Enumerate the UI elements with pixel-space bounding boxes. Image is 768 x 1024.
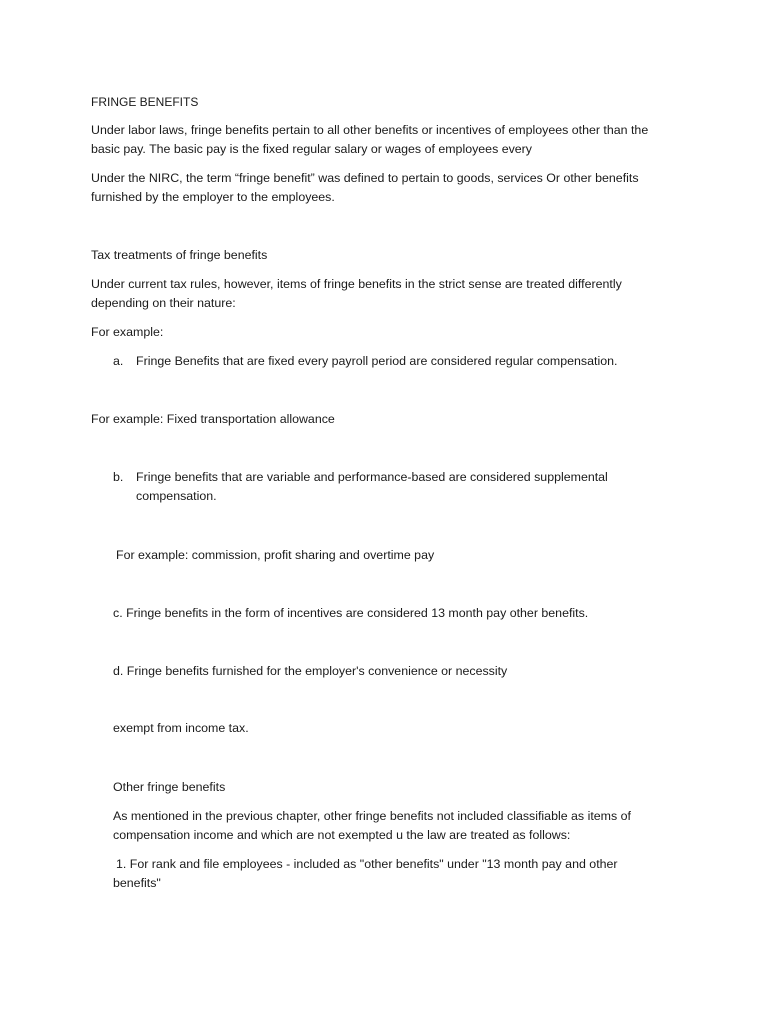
other-fringe-benefits-heading: Other fringe benefits bbox=[113, 780, 226, 794]
document-title: FRINGE BENEFITS bbox=[91, 95, 199, 109]
intro-paragraph-line: Under labor laws, fringe benefits pertain to all other benefits or incentives of employees other than the bbox=[91, 123, 649, 137]
numbered-item-1-line: 1. For rank and file employees - included as "other benefits" under "13 month pay and other bbox=[116, 857, 618, 871]
list-item-b-line: compensation. bbox=[136, 489, 217, 503]
tax-treatments-heading: Tax treatments of fringe benefits bbox=[91, 248, 268, 262]
list-item-c: c. Fringe benefits in the form of incentives are considered 13 month pay other benefits. bbox=[113, 606, 589, 620]
exempt-text: exempt from income tax. bbox=[113, 721, 249, 735]
numbered-item-1-line: benefits" bbox=[113, 876, 161, 890]
list-item-a: Fringe Benefits that are fixed every payroll period are considered regular compensation. bbox=[136, 354, 618, 368]
tax-paragraph-line: Under current tax rules, however, items of fringe benefits in the strict sense are treated differently bbox=[91, 277, 622, 291]
tax-paragraph-line: depending on their nature: bbox=[91, 296, 236, 310]
for-example-label: For example: bbox=[91, 325, 164, 339]
nirc-paragraph-line: furnished by the employer to the employees. bbox=[91, 190, 335, 204]
list-item-d: d. Fringe benefits furnished for the employer's convenience or necessity bbox=[113, 664, 508, 678]
list-item-b-line: Fringe benefits that are variable and performance-based are considered supplemental bbox=[136, 470, 608, 484]
list-marker-b: b. bbox=[113, 470, 124, 484]
example-a: For example: Fixed transportation allowance bbox=[91, 412, 335, 426]
other-paragraph-line: As mentioned in the previous chapter, other fringe benefits not included classifiable as items of bbox=[113, 809, 631, 823]
other-paragraph-line: compensation income and which are not exempted u the law are treated as follows: bbox=[113, 828, 571, 842]
example-b: For example: commission, profit sharing and overtime pay bbox=[116, 548, 435, 562]
list-marker-a: a. bbox=[113, 354, 124, 368]
intro-paragraph-line: basic pay. The basic pay is the fixed regular salary or wages of employees every bbox=[91, 142, 533, 156]
nirc-paragraph-line: Under the NIRC, the term “fringe benefit” was defined to pertain to goods, services Or other benefits bbox=[91, 171, 639, 185]
